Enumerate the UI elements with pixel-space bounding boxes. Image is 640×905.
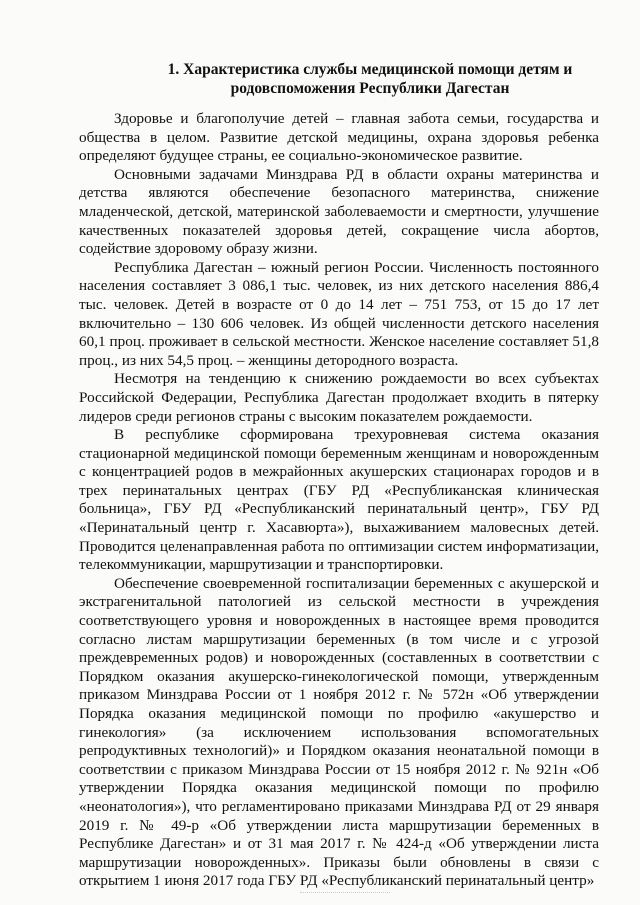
scan-artifact: [300, 892, 390, 899]
document-body: [79, 110, 599, 891]
paragraph-three-level-system: В республике сформирована трехуровневая система оказания стационарной медицинской помощи беременным женщинам и новорожденным с концентрацией родов в межрайонных акушерских стационарах городов и в трех перинатальных центрах (ГБУ РД «Республиканская клиническая больница», ГБУ РД «Республиканский перинатальный центр», ГБУ РД «Перинатальный центр г. Хасавюрта»), выхаживанием маловесных детей. Проводится целенаправленная работа по оптимизации систем информатизации, телекоммуникации, маршрутизации и транспортировки.: [79, 426, 599, 574]
paragraph-hospitalization-routing: Обеспечение своевременной госпитализации беременных с акушерской и экстрагенитальной патологией из сельской местности в учреждения соответствующего уровня и новорожденных в настоящее время проводится согласно листам маршрутизации беременных (в том числе и с угрозой преждевременных родов) и новорожденных (составленных в соответствии с Порядком оказания акушерско-гинекологической помощи, утвержденным приказом Минздрава России от 1 ноября 2012 г. № 572н «Об утверждении Порядка оказания медицинской помощи по профилю «акушерство и гинекология» (за исключением использования вспомогательных репродуктивных технологий)» и Порядком оказания неонатальной помощи в соответствии с приказом Минздрава России от 15 ноября 2012 г. № 921н «Об утверждении Порядка оказания медицинской помощи по профилю «неонатология»), что регламентировано приказами Минздрава РД от 29 января 2019 г. № 49-р «Об утверждении листа маршрутизации беременных в Республике Дагестан» и от 31 мая 2017 г. № 424-д «Об утверждении листа маршрутизации новорожденных». Приказы были обновлены в связи с открытием 1 июня 2017 года ГБУ РД «Республиканский перинатальный центр»: [79, 574, 599, 890]
paragraph-ministry-tasks: Основными задачами Минздрава РД в области охраны материнства и детства являются обеспечение безопасного материнства, снижение младенческой, детской, материнской заболеваемости и смертности, улучшение качественных показателей здоровья детей, сокращение числа абортов, содействие здоровому образу жизни.: [79, 165, 599, 258]
paragraph-population: Республика Дагестан – южный регион России. Численность постоянного населения составляет 3 086,1 тыс. человек, из них детского населения 886,4 тыс. человек. Детей в возрасте от 0 до 14 лет – 751 753, от 15 до 17 лет включительно – 130 606 человек. Из общей численности детского населения 60,1 проц. проживает в сельской местности. Женское население составляет 51,8 проц., из них 54,5 проц. – женщины детородного возраста.: [79, 258, 599, 369]
paragraph-children-health: Здоровье и благополучие детей – главная забота семьи, государства и общества в целом. Развитие детской медицины, охрана здоровья ребенка определяют будущее страны, ее социально-экономическое развитие.: [79, 110, 599, 165]
paragraph-birth-rate: Несмотря на тенденцию к снижению рождаемости во всех субъектах Российской Федерации, Республика Дагестан продолжает входить в пятерку лидеров среди регионов страны с высоким показателем рождаемости.: [79, 370, 599, 425]
document-title: 1. Характеристика службы медицинской помощи детям и родовспоможения Республики Дагестан: [167, 61, 573, 97]
